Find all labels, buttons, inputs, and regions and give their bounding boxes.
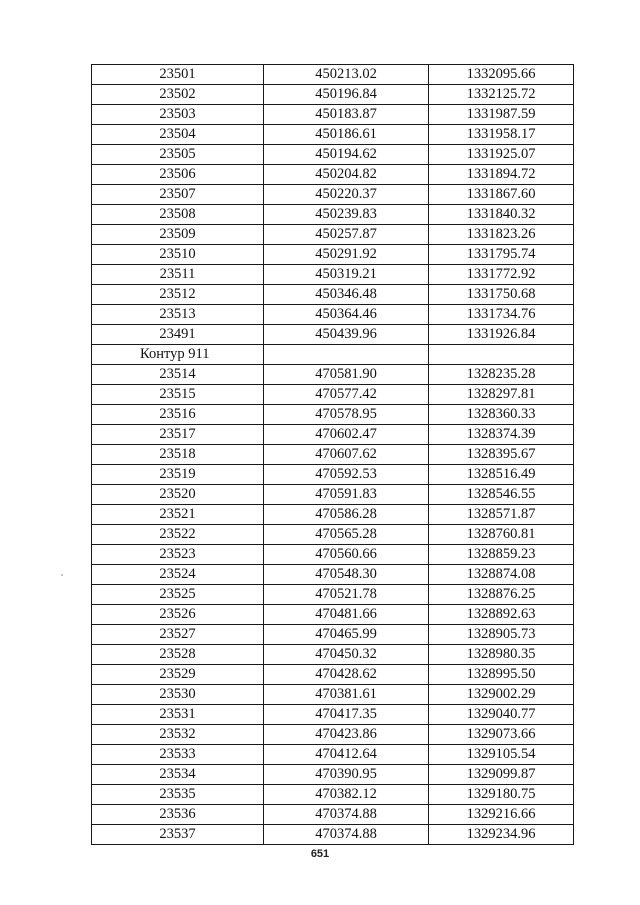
table-row (92, 225, 574, 245)
point-number: 23532 (92, 725, 264, 745)
point-number: 23516 (92, 405, 264, 425)
table-row (92, 265, 574, 285)
x-coordinate: 470417.35 (264, 705, 429, 725)
point-number: 23507 (92, 185, 264, 205)
point-number: 23519 (92, 465, 264, 485)
y-coordinate: 1331750.68 (429, 285, 574, 305)
y-coordinate: 1331795.74 (429, 245, 574, 265)
y-coordinate: 1332125.72 (429, 85, 574, 105)
x-coordinate: 450194.62 (264, 145, 429, 165)
point-number: 23508 (92, 205, 264, 225)
x-coordinate: 450346.48 (264, 285, 429, 305)
point-number: 23506 (92, 165, 264, 185)
point-number: 23514 (92, 365, 264, 385)
y-coordinate: 1329099.87 (429, 765, 574, 785)
table-row (92, 305, 574, 325)
table-row (92, 105, 574, 125)
x-coordinate: 470423.86 (264, 725, 429, 745)
x-coordinate: 470428.62 (264, 665, 429, 685)
x-coordinate: 450439.96 (264, 325, 429, 345)
x-coordinate: 450257.87 (264, 225, 429, 245)
y-coordinate: 1328760.81 (429, 525, 574, 545)
x-coordinate: 470381.61 (264, 685, 429, 705)
point-number: 23503 (92, 105, 264, 125)
table-row (92, 745, 574, 765)
table-row (92, 365, 574, 385)
x-coordinate: 470548.30 (264, 565, 429, 585)
table-row (92, 525, 574, 545)
y-coordinate: 1329234.96 (429, 825, 574, 845)
point-number: 23520 (92, 485, 264, 505)
y-coordinate: 1332095.66 (429, 65, 574, 85)
point-number: 23517 (92, 425, 264, 445)
y-coordinate: 1331823.26 (429, 225, 574, 245)
table-row (92, 205, 574, 225)
point-number: 23529 (92, 665, 264, 685)
x-coordinate: 470560.66 (264, 545, 429, 565)
x-coordinate: 450183.87 (264, 105, 429, 125)
y-coordinate: 1328905.73 (429, 625, 574, 645)
y-coordinate: 1328546.55 (429, 485, 574, 505)
point-number: 23491 (92, 325, 264, 345)
table-row (92, 545, 574, 565)
y-coordinate: 1328980.35 (429, 645, 574, 665)
y-coordinate: 1328360.33 (429, 405, 574, 425)
table-row (92, 725, 574, 745)
y-coordinate: 1328235.28 (429, 365, 574, 385)
point-number: 23509 (92, 225, 264, 245)
table-row (92, 285, 574, 305)
table-row (92, 445, 574, 465)
point-number: 23521 (92, 505, 264, 525)
x-coordinate: 470577.42 (264, 385, 429, 405)
x-coordinate: 470565.28 (264, 525, 429, 545)
y-coordinate: 1329216.66 (429, 805, 574, 825)
table-row (92, 705, 574, 725)
scan-speck (61, 574, 63, 576)
y-coordinate: 1328297.81 (429, 385, 574, 405)
empty-cell (264, 345, 429, 365)
y-coordinate: 1331894.72 (429, 165, 574, 185)
table-row (92, 85, 574, 105)
y-coordinate: 1331987.59 (429, 105, 574, 125)
point-number: 23512 (92, 285, 264, 305)
table-row (92, 565, 574, 585)
table-row (92, 785, 574, 805)
table-row (92, 385, 574, 405)
table-row (92, 325, 574, 345)
table-row (92, 485, 574, 505)
point-number: 23533 (92, 745, 264, 765)
point-number: 23504 (92, 125, 264, 145)
point-number: 23531 (92, 705, 264, 725)
table-row (92, 465, 574, 485)
table-row (92, 185, 574, 205)
x-coordinate: 470521.78 (264, 585, 429, 605)
table-row (92, 125, 574, 145)
coordinates-table-body (92, 65, 574, 845)
table-row (92, 805, 574, 825)
table-row (92, 245, 574, 265)
y-coordinate: 1329002.29 (429, 685, 574, 705)
x-coordinate: 450204.82 (264, 165, 429, 185)
point-number: 23537 (92, 825, 264, 845)
point-number: 23527 (92, 625, 264, 645)
table-row (92, 765, 574, 785)
point-number: 23510 (92, 245, 264, 265)
point-number: 23525 (92, 585, 264, 605)
x-coordinate: 470591.83 (264, 485, 429, 505)
y-coordinate: 1328571.87 (429, 505, 574, 525)
y-coordinate: 1328859.23 (429, 545, 574, 565)
y-coordinate: 1329105.54 (429, 745, 574, 765)
point-number: 23511 (92, 265, 264, 285)
x-coordinate: 470586.28 (264, 505, 429, 525)
x-coordinate: 450220.37 (264, 185, 429, 205)
table-row (92, 65, 574, 85)
x-coordinate: 450239.83 (264, 205, 429, 225)
y-coordinate: 1328516.49 (429, 465, 574, 485)
y-coordinate: 1329180.75 (429, 785, 574, 805)
x-coordinate: 470390.95 (264, 765, 429, 785)
point-number: 23536 (92, 805, 264, 825)
point-number: 23530 (92, 685, 264, 705)
table-row (92, 685, 574, 705)
y-coordinate: 1328874.08 (429, 565, 574, 585)
point-number: 23535 (92, 785, 264, 805)
y-coordinate: 1331958.17 (429, 125, 574, 145)
y-coordinate: 1328876.25 (429, 585, 574, 605)
page-number: 651 (310, 848, 330, 860)
point-number: 23513 (92, 305, 264, 325)
x-coordinate: 470374.88 (264, 805, 429, 825)
y-coordinate: 1331734.76 (429, 305, 574, 325)
x-coordinate: 470607.62 (264, 445, 429, 465)
x-coordinate: 450213.02 (264, 65, 429, 85)
empty-cell (429, 345, 574, 365)
point-number: 23505 (92, 145, 264, 165)
x-coordinate: 470481.66 (264, 605, 429, 625)
y-coordinate: 1329073.66 (429, 725, 574, 745)
table-row (92, 145, 574, 165)
point-number: 23524 (92, 565, 264, 585)
x-coordinate: 470602.47 (264, 425, 429, 445)
point-number: 23523 (92, 545, 264, 565)
table-row (92, 585, 574, 605)
y-coordinate: 1331925.07 (429, 145, 574, 165)
point-number: 23515 (92, 385, 264, 405)
y-coordinate: 1328374.39 (429, 425, 574, 445)
point-number: 23528 (92, 645, 264, 665)
table-row (92, 645, 574, 665)
x-coordinate: 470581.90 (264, 365, 429, 385)
contour-title: Контур 911 (92, 345, 264, 365)
table-row (92, 425, 574, 445)
x-coordinate: 450319.21 (264, 265, 429, 285)
y-coordinate: 1329040.77 (429, 705, 574, 725)
point-number: 23526 (92, 605, 264, 625)
table-row (92, 665, 574, 685)
y-coordinate: 1328995.50 (429, 665, 574, 685)
x-coordinate: 470592.53 (264, 465, 429, 485)
contour-header-row (92, 345, 574, 365)
point-number: 23502 (92, 85, 264, 105)
y-coordinate: 1328395.67 (429, 445, 574, 465)
point-number: 23501 (92, 65, 264, 85)
x-coordinate: 450186.61 (264, 125, 429, 145)
y-coordinate: 1328892.63 (429, 605, 574, 625)
x-coordinate: 470465.99 (264, 625, 429, 645)
point-number: 23518 (92, 445, 264, 465)
x-coordinate: 470578.95 (264, 405, 429, 425)
x-coordinate: 470374.88 (264, 825, 429, 845)
table-row (92, 825, 574, 845)
point-number: 23534 (92, 765, 264, 785)
y-coordinate: 1331867.60 (429, 185, 574, 205)
coordinates-table (91, 64, 574, 845)
x-coordinate: 450364.46 (264, 305, 429, 325)
point-number: 23522 (92, 525, 264, 545)
table-row (92, 505, 574, 525)
x-coordinate: 470382.12 (264, 785, 429, 805)
x-coordinate: 450196.84 (264, 85, 429, 105)
table-row (92, 625, 574, 645)
y-coordinate: 1331772.92 (429, 265, 574, 285)
y-coordinate: 1331840.32 (429, 205, 574, 225)
x-coordinate: 470412.64 (264, 745, 429, 765)
y-coordinate: 1331926.84 (429, 325, 574, 345)
x-coordinate: 450291.92 (264, 245, 429, 265)
x-coordinate: 470450.32 (264, 645, 429, 665)
table-row (92, 605, 574, 625)
table-row (92, 165, 574, 185)
table-row (92, 405, 574, 425)
